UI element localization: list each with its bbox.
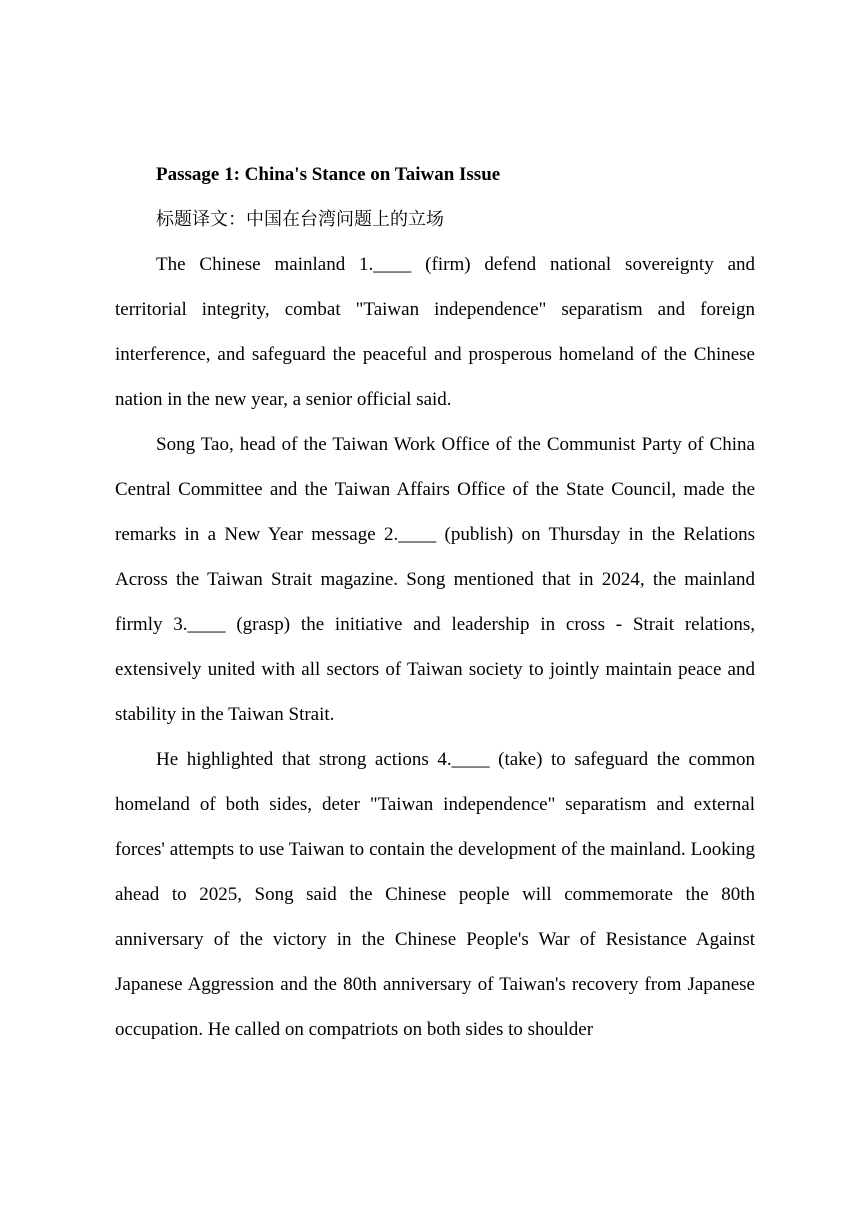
document-page [115, 152, 755, 1052]
passage-title: Passage 1: China's Stance on Taiwan Issue [156, 164, 501, 185]
paragraph-3: He highlighted that strong actions 4.____ (take) to safeguard the common homeland of both sides, deter "Taiwan independence" separatism and external forces' attempts to use Taiwan to contain the development of the mainland. Looking ahead to 2025, Song said the Chinese people will commemorate the 80th anniversary of the victory in the Chinese People's War of Resistance Against Japanese Aggression and the 80th anniversary of Taiwan's recovery from Japanese occupation. He called on compatriots on both sides to shoulder [115, 749, 755, 1040]
title-translation: 标题译文：中国在台湾问题上的立场 [156, 209, 444, 230]
paragraph-1: The Chinese mainland 1.____ (firm) defend national sovereignty and territorial integrity, combat "Taiwan independence" separatism and foreign interference, and safeguard the peaceful and prosperous homeland of the Chinese nation in the new year, a senior official said. [115, 254, 755, 410]
paragraph-2: Song Tao, head of the Taiwan Work Office of the Communist Party of China Central Committee and the Taiwan Affairs Office of the State Council, made the remarks in a New Year message 2.____ (publish) on Thursday in the Relations Across the Taiwan Strait magazine. Song mentioned that in 2024, the mainland firmly 3.____ (grasp) the initiative and leadership in cross - Strait relations, extensively united with all sectors of Taiwan society to jointly maintain peace and stability in the Taiwan Strait. [115, 434, 755, 725]
